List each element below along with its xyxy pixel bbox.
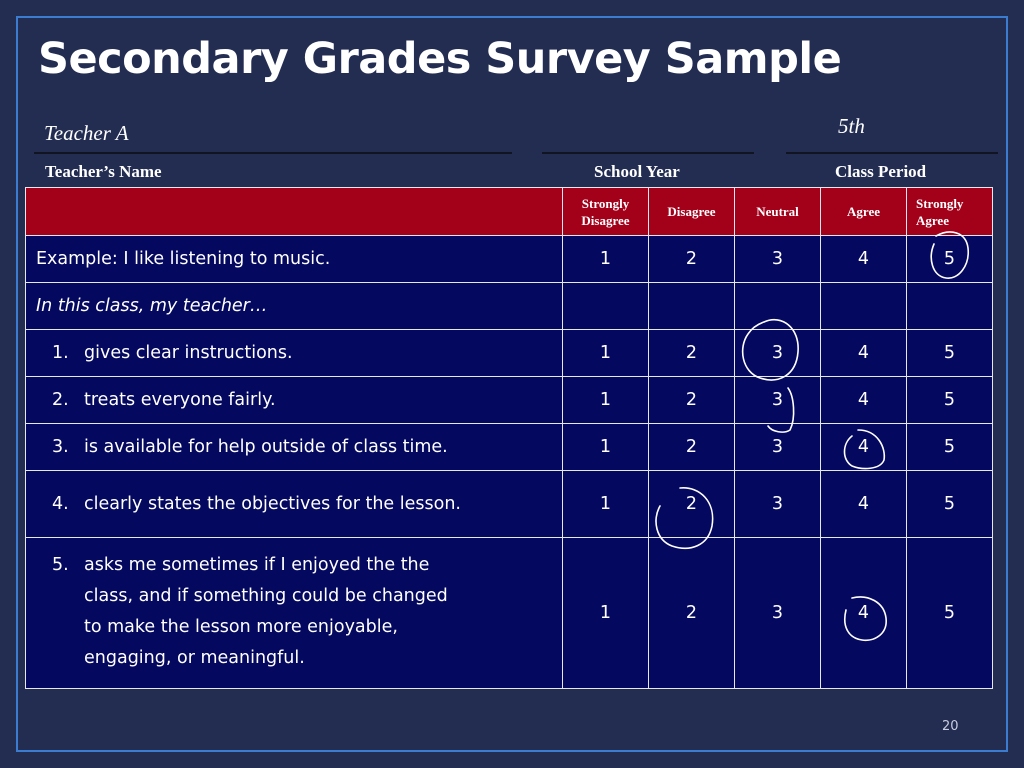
- question-row-4: [26, 471, 993, 538]
- rating-5[interactable]: 5: [907, 377, 993, 424]
- example-row: [26, 236, 993, 283]
- rating-2[interactable]: 2: [649, 377, 735, 424]
- empty-cell: [907, 283, 993, 330]
- page-number: 20: [942, 719, 959, 734]
- rating-2[interactable]: 2: [649, 330, 735, 377]
- header-blank: [26, 188, 563, 236]
- survey-table: [25, 187, 993, 689]
- rating-3[interactable]: 3: [735, 330, 821, 377]
- slide-title: Secondary Grades Survey Sample: [38, 34, 842, 84]
- rating-1[interactable]: 1: [563, 330, 649, 377]
- class-period-value: 5th: [838, 114, 865, 138]
- teacher-name-value: Teacher A: [44, 121, 129, 145]
- empty-cell: [649, 283, 735, 330]
- rating-2[interactable]: 2: [649, 538, 735, 689]
- rating-4[interactable]: 4: [821, 538, 907, 689]
- question-4: [26, 471, 563, 538]
- question-row-5: [26, 538, 993, 689]
- rating-1[interactable]: 1: [563, 471, 649, 538]
- rating-2[interactable]: 2: [649, 236, 735, 283]
- header-strongly-agree: Strongly Agree: [907, 188, 993, 236]
- class-period-label: Class Period: [835, 162, 927, 181]
- header-neutral: Neutral: [735, 188, 821, 236]
- question-number: 1.: [52, 343, 69, 363]
- question-text: asks me sometimes if I enjoyed the the class, and if something could be changed to make the lesson more enjoyable, engaging, or meaningful.: [84, 555, 448, 668]
- rating-3[interactable]: 3: [735, 377, 821, 424]
- rating-5[interactable]: 5: [907, 236, 993, 283]
- question-number: 3.: [52, 437, 69, 457]
- question-number: 2.: [52, 390, 69, 410]
- header-disagree: Disagree: [649, 188, 735, 236]
- header-strongly-disagree: Strongly Disagree: [563, 188, 649, 236]
- question-text: is available for help outside of class time.: [84, 437, 448, 457]
- rating-1[interactable]: 1: [563, 424, 649, 471]
- question-row-2: [26, 377, 993, 424]
- question-text: gives clear instructions.: [84, 343, 293, 363]
- class-period-line: [786, 152, 998, 154]
- rating-5[interactable]: 5: [907, 471, 993, 538]
- rating-2[interactable]: 2: [649, 424, 735, 471]
- question-3: [26, 424, 563, 471]
- question-2: [26, 377, 563, 424]
- rating-4[interactable]: 4: [821, 424, 907, 471]
- question-5: [26, 538, 563, 689]
- rating-1[interactable]: 1: [563, 377, 649, 424]
- teacher-name-label: Teacher’s Name: [45, 162, 162, 181]
- empty-cell: [735, 283, 821, 330]
- header-agree: Agree: [821, 188, 907, 236]
- empty-cell: [821, 283, 907, 330]
- header-row: [26, 188, 993, 236]
- question-number: 4.: [52, 494, 69, 514]
- school-year-label: School Year: [594, 162, 680, 181]
- example-text: Example: I like listening to music.: [26, 236, 563, 283]
- school-year-line: [542, 152, 754, 154]
- question-text: treats everyone fairly.: [84, 390, 276, 410]
- section-label: In this class, my teacher…: [26, 283, 563, 330]
- question-row-3: [26, 424, 993, 471]
- rating-1[interactable]: 1: [563, 236, 649, 283]
- rating-1[interactable]: 1: [563, 538, 649, 689]
- rating-4[interactable]: 4: [821, 471, 907, 538]
- rating-2[interactable]: 2: [649, 471, 735, 538]
- question-number: 5.: [52, 555, 69, 575]
- rating-4[interactable]: 4: [821, 330, 907, 377]
- empty-cell: [563, 283, 649, 330]
- rating-4[interactable]: 4: [821, 236, 907, 283]
- question-text: clearly states the objectives for the lesson.: [84, 494, 461, 514]
- teacher-name-line: [34, 152, 512, 154]
- section-row: [26, 283, 993, 330]
- rating-4[interactable]: 4: [821, 377, 907, 424]
- rating-3[interactable]: 3: [735, 471, 821, 538]
- rating-3[interactable]: 3: [735, 424, 821, 471]
- rating-5[interactable]: 5: [907, 538, 993, 689]
- rating-3[interactable]: 3: [735, 538, 821, 689]
- rating-5[interactable]: 5: [907, 424, 993, 471]
- question-row-1: [26, 330, 993, 377]
- rating-5[interactable]: 5: [907, 330, 993, 377]
- rating-3[interactable]: 3: [735, 236, 821, 283]
- question-1: [26, 330, 563, 377]
